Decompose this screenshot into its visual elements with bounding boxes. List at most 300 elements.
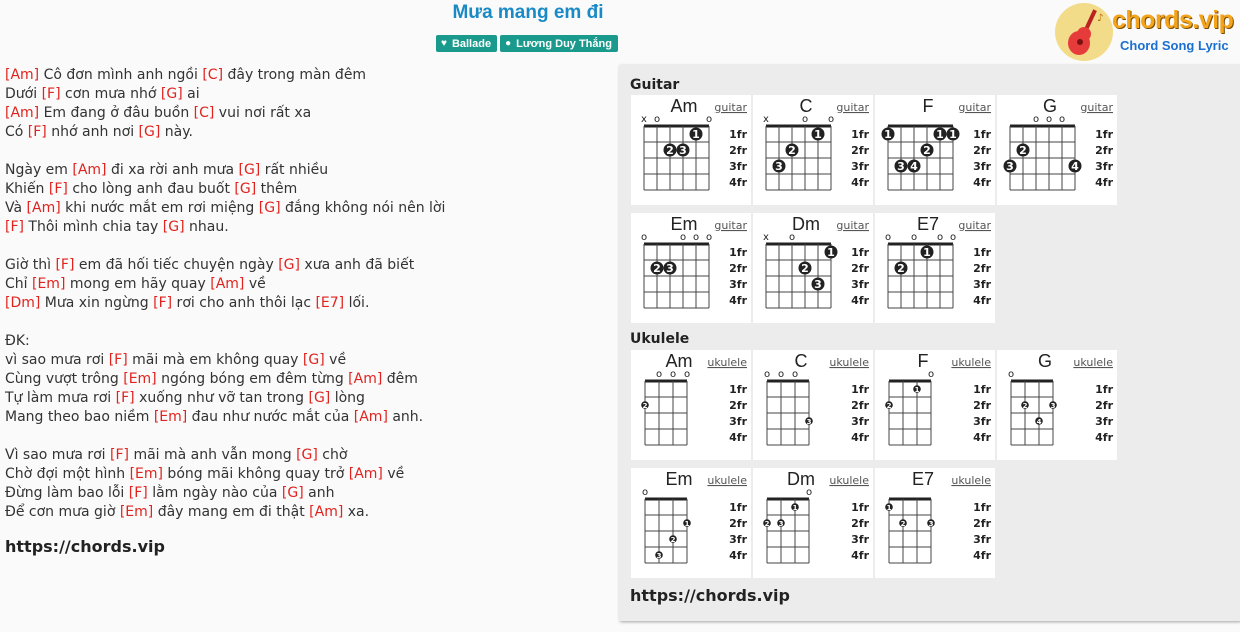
lyric-text: Và (5, 200, 27, 216)
finger-number: 2 (788, 144, 796, 157)
chord-type-link[interactable]: ukulele (829, 474, 869, 487)
chord-link[interactable]: [F] (5, 219, 24, 235)
finger-number: 3 (679, 144, 687, 157)
chord-link[interactable]: [G] (258, 200, 281, 216)
chord-diagram-svg (631, 95, 751, 205)
lyric-text: Mang theo bao niềm (5, 409, 154, 425)
ukulele-chord-diagram-c[interactable] (753, 350, 873, 460)
lyric-line (5, 503, 605, 522)
chord-link[interactable]: [F] (128, 485, 148, 501)
fret-label: 1fr (851, 501, 869, 514)
lyric-text: vì sao mưa rơi (5, 352, 109, 368)
guitar-chord-diagram-e7[interactable] (875, 213, 995, 323)
fret-label: 3fr (729, 278, 747, 291)
lyric-text: lòng (330, 390, 365, 406)
lyric-text: đây trong màn đêm (223, 67, 367, 83)
fret-label: 2fr (851, 262, 869, 275)
fret-label: 2fr (851, 399, 869, 412)
fret-label: 1fr (973, 501, 991, 514)
lyric-line (5, 161, 605, 180)
guitar-chord-diagram-g[interactable] (997, 95, 1117, 205)
guitar-chord-diagram-f[interactable] (875, 95, 995, 205)
fret-label: 2fr (973, 144, 991, 157)
chord-link[interactable]: [G] (234, 181, 257, 197)
lyric-line (5, 275, 605, 294)
fret-label: 1fr (729, 383, 747, 396)
lyric-text: ai (182, 86, 200, 102)
chord-type-link[interactable]: guitar (714, 219, 747, 232)
chord-diagram-svg (631, 468, 751, 578)
chord-link[interactable]: [Am] (348, 466, 383, 482)
lyric-line (5, 484, 605, 503)
fret-label: 2fr (851, 144, 869, 157)
open-string-marker: o (949, 232, 957, 243)
chord-panel (619, 65, 1240, 621)
open-string-marker: o (683, 369, 691, 380)
chord-link[interactable]: [Am] (210, 276, 245, 292)
fret-label: 4fr (851, 431, 869, 444)
page-header (0, 0, 1240, 60)
finger-number: 2 (764, 520, 770, 528)
finger-number: 2 (900, 520, 906, 528)
fret-label: 3fr (973, 533, 991, 546)
lyric-text: bóng mãi không quay trở (162, 466, 349, 482)
lyric-text: ĐK: (5, 333, 30, 349)
chord-diagram-svg (753, 468, 873, 578)
finger-number: 2 (670, 536, 676, 544)
fret-label: 2fr (1095, 144, 1113, 157)
lyric-text: Cô đơn mình anh ngồi (39, 67, 203, 83)
chord-diagram-svg (631, 350, 751, 460)
lyric-text: Vì sao mưa rơi (5, 447, 111, 463)
chord-name: C (799, 96, 813, 116)
finger-number: 2 (886, 402, 892, 410)
lyric-text: Mưa xin ngừng (40, 295, 154, 311)
chord-name: F (922, 96, 934, 116)
open-string-marker: o (791, 369, 799, 380)
lyric-text: mong em hãy quay (65, 276, 211, 292)
lyric-text: Dưới (5, 86, 42, 102)
lyric-line (5, 351, 605, 370)
chord-link[interactable]: [F] (27, 124, 47, 140)
fret-label: 3fr (729, 533, 747, 546)
fret-label: 4fr (1095, 431, 1113, 444)
lyric-gap (5, 427, 605, 446)
fret-label: 1fr (729, 501, 747, 514)
chord-name: E7 (911, 469, 935, 489)
lyric-text: Đừng làm bao lỗi (5, 485, 129, 501)
finger-number: 3 (1006, 160, 1014, 173)
lyric-text: Có (5, 124, 28, 140)
chord-link[interactable]: [Em] (153, 409, 188, 425)
chord-type-link[interactable]: ukulele (1073, 356, 1113, 369)
fret-label: 1fr (851, 246, 869, 259)
chord-name: G (1037, 351, 1053, 371)
lyric-text: về (382, 466, 405, 482)
fret-label: 2fr (973, 399, 991, 412)
tag-genre-label: Ballade (451, 37, 492, 50)
ukulele-section-title: Ukulele (630, 331, 690, 347)
panel-site-link[interactable]: https://chords.vip (630, 586, 790, 605)
finger-number: 1 (827, 246, 835, 259)
fret-label: 1fr (1095, 383, 1113, 396)
chord-name: Am (665, 351, 693, 371)
open-string-marker: o (763, 369, 771, 380)
ukulele-chord-diagram-dm[interactable] (753, 468, 873, 578)
guitar-chord-diagram-dm[interactable] (753, 213, 873, 323)
lyric-text: đêm (382, 371, 418, 387)
chord-link[interactable]: [Am] (353, 409, 388, 425)
lyric-text: Chỉ (5, 276, 32, 292)
lyric-text: nhớ anh nơi (46, 124, 139, 140)
lyric-line (5, 389, 605, 408)
fret-label: 3fr (729, 415, 747, 428)
fret-label: 3fr (851, 533, 869, 546)
chord-link[interactable]: [Dm] (5, 295, 41, 311)
lyric-text: xuống như vỡ tan trong (134, 390, 309, 406)
chord-link[interactable]: [F] (55, 257, 75, 273)
chord-link[interactable]: [F] (48, 181, 68, 197)
chord-type-link[interactable]: ukulele (951, 474, 991, 487)
open-string-marker: o (669, 369, 677, 380)
lyric-text: này. (160, 124, 193, 140)
chord-link[interactable]: [F] (108, 352, 128, 368)
fret-label: 4fr (973, 431, 991, 444)
chord-name: G (1042, 96, 1058, 116)
lyric-text: Để cơn mưa giờ (5, 504, 120, 520)
fret-label: 4fr (973, 294, 991, 307)
ukulele-chord-diagram-f[interactable] (875, 350, 995, 460)
lyric-text: ngóng bóng em đêm từng (156, 371, 349, 387)
chord-name: Dm (787, 469, 815, 489)
chord-name: Em (670, 214, 698, 234)
fret-label: 1fr (851, 128, 869, 141)
lyric-text: xưa anh đã biết (299, 257, 415, 273)
chord-diagram-svg (875, 468, 995, 578)
open-string-marker: o (927, 369, 935, 380)
open-string-marker: o (777, 369, 785, 380)
ukulele-chord-diagram-em[interactable] (631, 468, 751, 578)
open-string-marker: o (788, 232, 796, 243)
finger-number: 1 (936, 128, 944, 141)
fret-label: 4fr (1095, 176, 1113, 189)
open-string-marker: o (1032, 114, 1040, 125)
finger-number: 3 (928, 520, 934, 528)
fret-label: 1fr (973, 246, 991, 259)
ukulele-chord-diagram-e7[interactable] (875, 468, 995, 578)
finger-number: 2 (653, 262, 661, 275)
fret-label: 1fr (851, 383, 869, 396)
finger-number: 4 (910, 160, 918, 173)
lyric-text: về (324, 352, 347, 368)
fret-label: 3fr (973, 160, 991, 173)
chord-link[interactable]: [Em] (32, 276, 66, 292)
chord-link[interactable]: [G] (281, 485, 304, 501)
finger-number: 3 (778, 520, 784, 528)
heart-pulse-icon: ♥ (441, 38, 447, 49)
chord-name: F (917, 351, 929, 371)
lyric-text: Tự làm mưa rơi (5, 390, 116, 406)
song-title: Mưa mang em đi (452, 2, 604, 23)
open-string-marker: o (1058, 114, 1066, 125)
fret-label: 2fr (729, 144, 747, 157)
chord-link[interactable]: [G] (296, 447, 318, 463)
finger-number: 1 (684, 520, 690, 528)
chord-diagram-svg (753, 95, 873, 205)
tag-genre[interactable] (436, 35, 497, 52)
open-string-marker: o (801, 114, 809, 125)
lyric-line (5, 332, 605, 351)
lyric-text: anh. (387, 409, 424, 425)
chord-link[interactable]: [G] (138, 124, 161, 140)
chord-diagram-svg (631, 213, 751, 323)
chord-link[interactable]: [Em] (129, 466, 163, 482)
lyric-line (5, 370, 605, 389)
fret-label: 1fr (729, 128, 747, 141)
chord-name: Em (665, 469, 693, 489)
fret-label: 4fr (973, 549, 991, 562)
lyrics-site-link[interactable]: https://chords.vip (5, 537, 165, 556)
lyric-text: khi nước mắt em rơi miệng (60, 200, 259, 216)
lyric-line (5, 66, 605, 85)
fret-label: 3fr (973, 278, 991, 291)
svg-text:♪: ♪ (1097, 13, 1104, 24)
finger-number: 1 (923, 246, 931, 259)
lyric-line (5, 85, 605, 104)
lyric-text: Khiến (5, 181, 49, 197)
chord-link[interactable]: [G] (308, 390, 331, 406)
chord-diagram-svg (997, 95, 1117, 205)
fret-label: 3fr (851, 160, 869, 173)
chord-diagram-svg (875, 95, 995, 205)
chord-type-link[interactable]: ukulele (951, 356, 991, 369)
lyric-line (5, 408, 605, 427)
fret-label: 4fr (973, 176, 991, 189)
finger-number: 2 (897, 262, 905, 275)
finger-number: 2 (801, 262, 809, 275)
chord-name: C (794, 351, 808, 371)
lyric-text: thêm (256, 181, 298, 197)
finger-number: 1 (792, 504, 798, 512)
open-string-marker: o (679, 232, 687, 243)
guitar-chord-diagram-am[interactable] (631, 95, 751, 205)
chord-type-link[interactable]: guitar (1080, 101, 1113, 114)
lyrics-block (5, 66, 605, 522)
chord-link[interactable]: [Am] (5, 105, 40, 121)
lyric-line (5, 256, 605, 275)
lyric-line (5, 294, 605, 313)
lyric-text: Thôi mình chia tay (23, 219, 163, 235)
fret-label: 4fr (851, 294, 869, 307)
finger-number: 3 (775, 160, 783, 173)
chord-link[interactable]: [Am] (309, 504, 344, 520)
guitar-section-title: Guitar (630, 77, 680, 93)
open-string-marker: o (827, 114, 835, 125)
lyric-text: về (244, 276, 266, 292)
lyric-text: đi xa rời anh mưa (106, 162, 239, 178)
open-string-marker: o (692, 232, 700, 243)
open-string-marker: o (884, 232, 892, 243)
finger-number: 3 (1050, 402, 1056, 410)
person-icon: ● (505, 38, 512, 49)
fret-label: 3fr (851, 278, 869, 291)
chord-link[interactable]: [Am] (26, 200, 61, 216)
logo-subtitle: Chord Song Lyric (1120, 38, 1229, 53)
lyric-text: rơi cho anh thôi lạc (172, 295, 316, 311)
guitar-chord-diagram-c[interactable] (753, 95, 873, 205)
open-string-marker: o (1045, 114, 1053, 125)
chord-link[interactable]: [C] (202, 67, 224, 83)
chord-link[interactable]: [Am] (348, 371, 383, 387)
open-string-marker: o (653, 114, 661, 125)
lyric-text: đắng không nói nên lời (280, 200, 446, 216)
open-string-marker: o (641, 487, 649, 498)
chord-link[interactable]: [G] (278, 257, 300, 273)
chord-name: Am (670, 96, 698, 116)
chord-type-link[interactable]: guitar (958, 219, 991, 232)
chord-diagram-svg (753, 350, 873, 460)
fret-label: 3fr (1095, 415, 1113, 428)
chord-type-link[interactable]: guitar (714, 101, 747, 114)
chord-type-link[interactable]: guitar (958, 101, 991, 114)
finger-number: 4 (1036, 418, 1042, 426)
finger-number: 2 (1019, 144, 1027, 157)
fret-label: 1fr (973, 383, 991, 396)
chord-link[interactable]: [F] (41, 86, 61, 102)
lyric-text: Giờ thì (5, 257, 56, 273)
chord-diagram-svg (875, 350, 995, 460)
chord-type-link[interactable]: guitar (836, 219, 869, 232)
fret-label: 4fr (729, 294, 747, 307)
chord-link[interactable]: [Em] (119, 504, 154, 520)
chord-type-link[interactable]: ukulele (707, 356, 747, 369)
finger-number: 2 (1022, 402, 1028, 410)
fret-label: 2fr (851, 517, 869, 530)
chord-type-link[interactable]: guitar (836, 101, 869, 114)
finger-number: 3 (806, 418, 812, 426)
song-tags (436, 35, 618, 52)
lyric-line (5, 446, 605, 465)
finger-number: 3 (814, 278, 822, 291)
fret-label: 2fr (729, 262, 747, 275)
fret-label: 3fr (973, 415, 991, 428)
lyric-text: nhau. (184, 219, 229, 235)
finger-number: 1 (884, 128, 892, 141)
open-string-marker: o (705, 232, 713, 243)
lyric-line (5, 218, 605, 237)
open-string-marker: o (705, 114, 713, 125)
lyric-text: lằm ngày nào của (147, 485, 282, 501)
chord-link[interactable]: [Am] (72, 162, 107, 178)
finger-number: 1 (949, 128, 957, 141)
muted-string-marker: x (763, 114, 769, 125)
open-string-marker: o (936, 232, 944, 243)
finger-number: 1 (814, 128, 822, 141)
chord-link[interactable]: [F] (110, 447, 129, 463)
lyric-line (5, 123, 605, 142)
site-logo[interactable] (1054, 3, 1240, 63)
chord-name: Dm (792, 214, 820, 234)
chord-diagram-svg (753, 213, 873, 323)
lyric-text: mãi mà em không quay (127, 352, 303, 368)
finger-number: 1 (886, 504, 892, 512)
lyric-text: vui nơi rất xa (214, 105, 312, 121)
chord-type-link[interactable]: ukulele (707, 474, 747, 487)
lyric-gap (5, 142, 605, 161)
lyric-text: Chờ đợi một hình (5, 466, 130, 482)
finger-number: 3 (897, 160, 905, 173)
lyric-text: lối. (344, 295, 370, 311)
chord-diagram-svg (875, 213, 995, 323)
ukulele-chord-diagram-g[interactable] (997, 350, 1117, 460)
lyric-gap (5, 313, 605, 332)
chord-name: E7 (916, 214, 940, 234)
chord-link[interactable]: [F] (115, 390, 135, 406)
lyric-line (5, 180, 605, 199)
lyric-text: cơn mưa nhớ (60, 86, 161, 102)
lyric-text: xa. (343, 504, 370, 520)
fret-label: 4fr (729, 176, 747, 189)
open-string-marker: o (655, 369, 663, 380)
fret-label: 1fr (729, 246, 747, 259)
lyric-line (5, 465, 605, 484)
lyric-text: rất nhiều (260, 162, 329, 178)
chord-link[interactable]: [G] (162, 219, 185, 235)
fret-label: 4fr (729, 431, 747, 444)
tag-artist[interactable] (500, 35, 618, 52)
logo-text: chords.vip (1112, 6, 1234, 34)
guitar-logo-icon (1055, 3, 1113, 61)
lyric-text: Ngày em (5, 162, 73, 178)
chord-link[interactable]: [E7] (315, 295, 345, 311)
chord-link[interactable]: [C] (193, 105, 215, 121)
open-string-marker: o (910, 232, 918, 243)
guitar-chord-diagram-em[interactable] (631, 213, 751, 323)
fret-label: 2fr (973, 517, 991, 530)
fret-label: 1fr (973, 128, 991, 141)
lyric-text: Cùng vượt trông (5, 371, 124, 387)
finger-number: 1 (692, 128, 700, 141)
lyric-line (5, 104, 605, 123)
muted-string-marker: x (763, 232, 769, 243)
fret-label: 2fr (973, 262, 991, 275)
lyric-text: chờ (317, 447, 348, 463)
lyric-text: anh (303, 485, 335, 501)
fret-label: 4fr (851, 549, 869, 562)
open-string-marker: o (640, 232, 648, 243)
fret-label: 3fr (1095, 160, 1113, 173)
chord-link[interactable]: [F] (153, 295, 173, 311)
finger-number: 1 (914, 386, 920, 394)
chord-link[interactable]: [Am] (5, 67, 40, 83)
fret-label: 2fr (729, 517, 747, 530)
chord-diagram-svg (997, 350, 1117, 460)
lyric-text: đây mang em đi thật (153, 504, 310, 520)
finger-number: 3 (666, 262, 674, 275)
chord-link[interactable]: [G] (160, 86, 183, 102)
fret-label: 2fr (1095, 399, 1113, 412)
finger-number: 2 (923, 144, 931, 157)
fret-label: 2fr (729, 399, 747, 412)
chord-type-link[interactable]: ukulele (829, 356, 869, 369)
chord-link[interactable]: [Em] (123, 371, 157, 387)
lyric-text: Em đang ở đâu buồn (39, 105, 194, 121)
chord-link[interactable]: [G] (238, 162, 261, 178)
chord-link[interactable]: [G] (302, 352, 325, 368)
ukulele-chord-diagram-am[interactable] (631, 350, 751, 460)
lyric-gap (5, 237, 605, 256)
finger-number: 3 (656, 552, 662, 560)
